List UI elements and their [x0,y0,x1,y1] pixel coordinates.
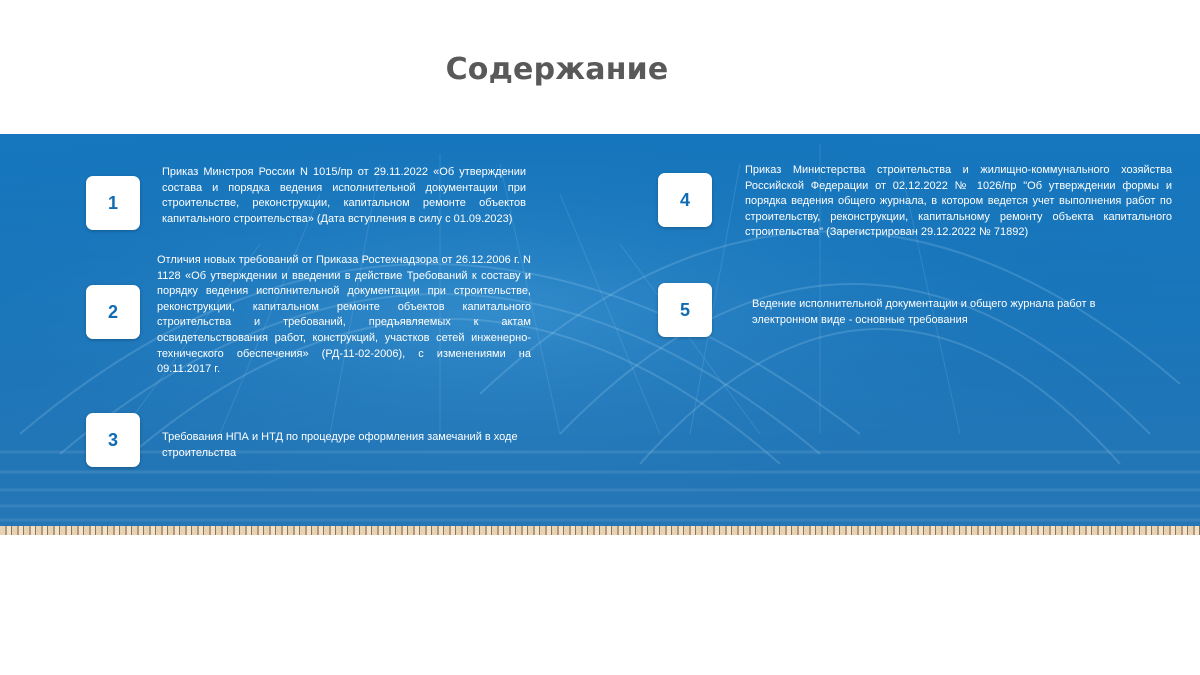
contents-item-text: Ведение исполнительной документации и общего журнала работ в электронном виде - основные требования [752,298,1096,326]
item-number-badge: 2 [86,285,140,339]
item-number-badge: 1 [86,176,140,230]
floor-strip [0,526,1200,535]
contents-item-text: Приказ Минстроя России N 1015/пр от 29.11.2022 «Об утверждении состава и порядка ведения исполнительной документации при строительстве, реконструкции, капитальном ремонте объектов капитального строительства» (Дата вступления в силу с 01.09.2023) [162,166,526,225]
slide-title: Содержание [445,52,669,87]
item-number-badge: 5 [658,283,712,337]
contents-item-text: Отличия новых требований от Приказа Ростехнадзора от 26.12.2006 г. N 1128 «Об утверждении и введении в действие Требований к составу и порядку ведения исполнительной документации при строительстве, реконструкции, капитальном ремонте объектов капитального строительства и требований, предъявляемых к актам освидетельствования работ, конструкций, участков сетей инженерно-технического обеспечения» (РД-11-02-2006), с изменениями на 09.11.2017 г. [157,254,531,376]
item-number-badge: 3 [86,413,140,467]
contents-item-text: Приказ Министерства строительства и жилищно-коммунального хозяйства Российской Федерации от 02.12.2022 № 1026/пр "Об утверждении формы и порядка ведения общего журнала, в котором ведется учет выполнения работ по строительству, реконструкции, капитальному ремонту объекта капитального строительства" (Зарегистрирован 29.12.2022 № 71892) [745,164,1172,239]
item-number-badge: 4 [658,173,712,227]
contents-item-text: Требования НПА и НТД по процедуре оформления замечаний в ходе строительства [162,431,518,459]
